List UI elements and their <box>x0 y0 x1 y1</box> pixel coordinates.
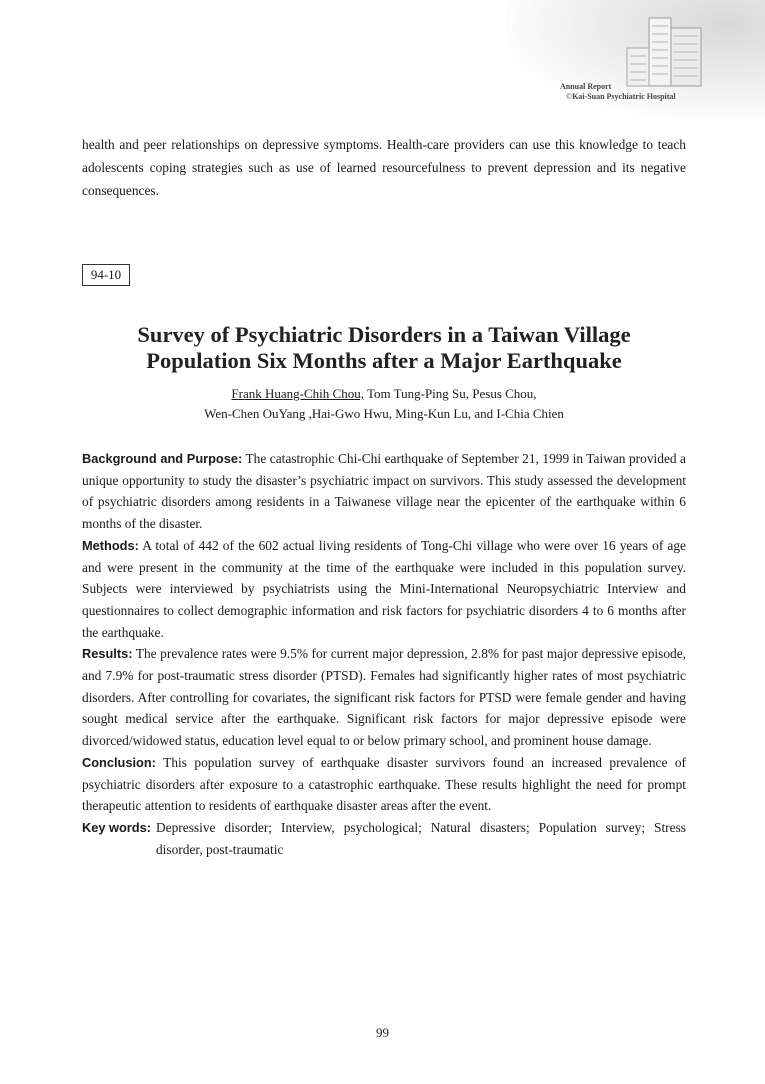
section-heading: Conclusion: <box>82 754 156 770</box>
article-title <box>82 322 686 374</box>
section-results <box>82 643 686 752</box>
corresponding-author: Frank Huang-Chih Chou, <box>231 386 364 401</box>
continued-paragraph: health and peer relationships on depressive symptoms. Health-care providers can use this knowledge to teach adolescents coping strategies such as use of learned resourcefulness to prevent depression and its negative consequences. <box>82 137 686 198</box>
section-text: This population survey of earthquake disaster survivors found an increased prevalence of psychiatric disorders after exposure to a catastrophic earthquake. These results highlight the need for prompt therapeutic attention to residents of earthquake disaster areas after the event. <box>82 754 686 814</box>
annual-report-label <box>560 82 750 102</box>
authors-line-2: Wen-Chen OuYang ,Hai-Gwo Hwu, Ming-Kun Lu, and I-Chia Chien <box>204 406 564 421</box>
article-id-box: 94-10 <box>82 264 130 286</box>
section-heading: Methods: <box>82 537 139 553</box>
abstract <box>82 448 686 860</box>
copyright-symbol: © <box>566 92 573 101</box>
section-heading: Results: <box>82 646 133 662</box>
report-label-line1: Annual Report <box>560 82 612 91</box>
keywords-text: Depressive disorder; Interview, psychological; Natural disasters; Population survey; Stress disorder, post-traumatic <box>155 819 686 857</box>
authors <box>82 384 686 424</box>
section-background <box>82 448 686 535</box>
authors-line-1-rest: Tom Tung-Ping Su, Pesus Chou, <box>363 386 537 401</box>
section-text: The catastrophic Chi-Chi earthquake of September 21, 1999 in Taiwan provided a unique opportunity to study the disaster’s psychiatric impact on survivors. This study assessed the development of psychiatric disorders among residents in a Taiwanese village near the epicenter of the earthquake within 6 months of the disaster. <box>82 451 687 532</box>
section-conclusion <box>82 752 686 817</box>
section-heading: Background and Purpose: <box>82 451 243 466</box>
title-line-2: Population Six Months after a Major Earthquake <box>146 348 622 373</box>
section-methods <box>82 535 686 644</box>
keywords-label: Key words: <box>82 819 151 835</box>
report-label-line2 <box>560 92 750 102</box>
page-number: 99 <box>376 1025 389 1040</box>
hospital-name: Kai-Suan Psychiatric Hospital <box>572 92 676 101</box>
section-text: The prevalence rates were 9.5% for current major depression, 2.8% for past major depressive episode, and 7.9% for post-traumatic stress disorder (PTSD). Females had significantly higher rates of most psychiatric disorders. After controlling for covariates, the significant risk factors for PTSD were female gender and having sought medical service after the earthquake. Significant risk factors for major depressive episode were divorced/widowed status, education level equal to or below primary school, and prominent house damage. <box>82 646 686 749</box>
section-text: A total of 442 of the 602 actual living residents of Tong-Chi village who were over 16 years of age and were present in the community at the time of the earthquake were included in this population survey. Subjects were interviewed by psychiatrists using the Mini-International Neuropsychiatric Interview and questionnaires to collect demographic information and risk factors for psychiatric disorders 4 to 6 months after the earthquake. <box>82 537 686 640</box>
title-line-1: Survey of Psychiatric Disorders in a Taiwan Village <box>137 322 631 347</box>
keywords-row <box>82 817 686 860</box>
